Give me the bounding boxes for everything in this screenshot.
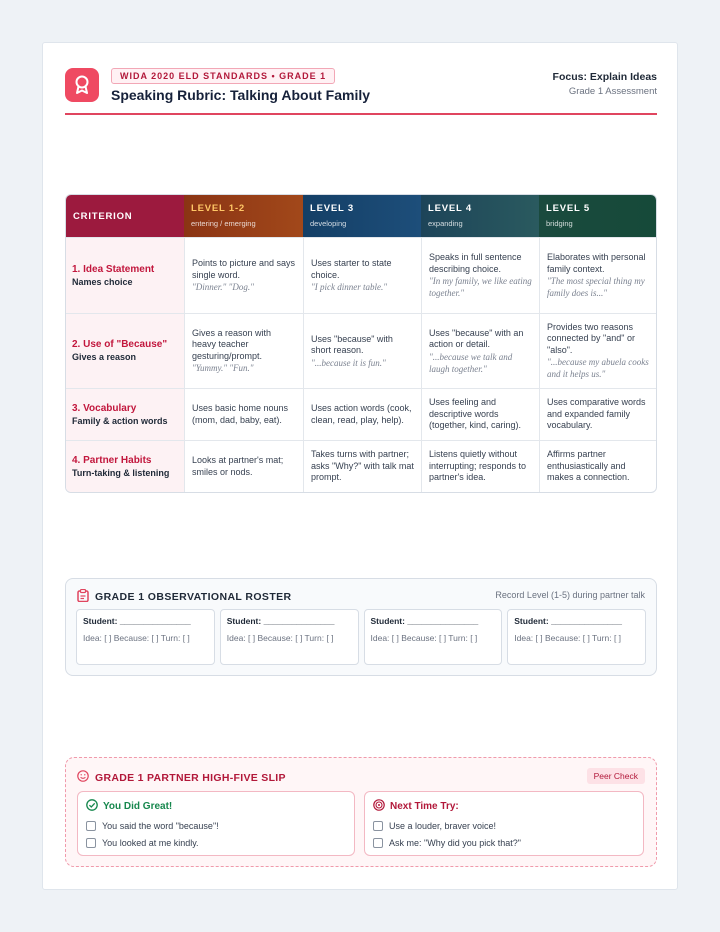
award-ribbon-icon (65, 68, 99, 102)
checklist-label: You looked at me kindly. (102, 838, 199, 848)
level-label: LEVEL 5 (546, 203, 590, 214)
focus-label: Focus: Explain Ideas (552, 71, 657, 83)
did-great-box (77, 791, 355, 856)
cell-example: "Yummy." "Fun." (192, 363, 254, 374)
assessment-label: Grade 1 Assessment (568, 86, 657, 97)
slip-title-text: GRADE 1 PARTNER HIGH-FIVE SLIP (95, 771, 286, 784)
observational-roster (65, 578, 657, 676)
cell-text: Uses "because" with an action or detail. (429, 327, 524, 349)
rubric-cell (184, 440, 303, 492)
rubric-cell (303, 440, 421, 492)
next-time-heading (373, 799, 635, 814)
cell-text: Uses comparative words and expanded family vocabulary. (547, 397, 646, 431)
cell-text: Uses action words (cook, clean, read, play, help). (311, 403, 412, 425)
rubric-cell (303, 388, 421, 440)
checklist-label: Use a louder, braver voice! (389, 821, 497, 831)
roster-cards (76, 609, 646, 665)
cell-example: "...because my abuela cooks and it helps us." (547, 357, 649, 380)
student-score-fields: Idea: [ ] Because: [ ] Turn: [ ] (83, 633, 190, 643)
rubric-cell (184, 313, 303, 388)
check-circle-icon (86, 799, 98, 814)
cell-example: "The most special thing my family does is..." (547, 276, 645, 298)
cell-text: Speaks in full sentence describing choice. (429, 252, 522, 274)
student-name-field: Student: _______________ (226, 616, 335, 626)
smiley-icon (77, 770, 89, 785)
rubric-cell (421, 388, 539, 440)
level-header (184, 195, 303, 237)
roster-title (77, 589, 292, 605)
checklist-item[interactable] (373, 821, 635, 831)
student-score-fields: Idea: [ ] Because: [ ] Turn: [ ] (370, 633, 478, 643)
level-sublabel: expanding (428, 219, 463, 228)
standards-tag: WIDA 2020 ELD STANDARDS • GRADE 1 (111, 68, 335, 84)
clipboard-icon (77, 589, 89, 605)
criterion-cell (66, 313, 184, 388)
cell-text: Uses starter to state choice. (311, 258, 392, 280)
rubric-cell (303, 313, 421, 388)
cell-text: Provides two reasons connected by "and" or "also". (547, 321, 635, 355)
rubric-cell (539, 313, 657, 388)
rubric-cell (421, 313, 539, 388)
checklist-label: Ask me: "Why did you pick that?" (389, 838, 521, 848)
rubric-cell (421, 237, 539, 313)
student-name-field: Student: _______________ (83, 616, 191, 626)
cell-text: Gives a reason with heavy teacher gesturing/prompt. (192, 327, 272, 361)
cell-text: Listens quietly without interrupting; responds to partner's idea. (429, 449, 527, 483)
cell-text: Affirms partner enthusiastically and makes a connection. (547, 449, 630, 483)
criterion-desc: Family & action words (72, 415, 168, 426)
criterion-name: 4. Partner Habits (72, 454, 152, 466)
rubric-cell (539, 237, 657, 313)
checkbox[interactable] (373, 838, 383, 848)
level-header (303, 195, 421, 237)
criterion-cell (66, 440, 184, 492)
cell-example: "...because it is fun." (311, 357, 386, 368)
student-score-fields: Idea: [ ] Because: [ ] Turn: [ ] (514, 633, 622, 643)
high-five-slip (65, 757, 657, 867)
rubric-page (42, 42, 678, 890)
level-label: LEVEL 3 (310, 203, 354, 214)
checklist-item[interactable] (86, 838, 346, 848)
criterion-cell (66, 388, 184, 440)
page-title: Speaking Rubric: Talking About Family (111, 87, 371, 103)
level-header (539, 195, 657, 237)
roster-note: Record Level (1-5) during partner talk (495, 590, 645, 600)
peer-check-badge: Peer Check (587, 768, 645, 784)
criterion-cell (66, 237, 184, 313)
level-sublabel: bridging (546, 219, 573, 228)
cell-text: Elaborates with personal family context. (547, 252, 646, 274)
cell-text: Uses "because" with short reason. (311, 333, 393, 355)
criterion-name: 2. Use of "Because" (72, 339, 168, 350)
criterion-name: 3. Vocabulary (72, 402, 137, 414)
cell-text: Takes turns with partner; asks "Why?" with talk mat prompt. (311, 449, 414, 483)
cell-example: "In my family, we like eating together." (429, 276, 532, 298)
cell-text: Looks at partner's mat; smiles or nods. (192, 455, 284, 477)
rubric-cell (184, 388, 303, 440)
level-sublabel: entering / emerging (191, 219, 256, 228)
rubric-cell (539, 388, 657, 440)
student-card[interactable] (507, 609, 646, 665)
next-time-heading-text: Next Time Try: (390, 801, 459, 812)
level-sublabel: developing (310, 219, 347, 228)
student-card[interactable] (76, 609, 215, 665)
did-great-heading (86, 799, 346, 814)
checklist-label: You said the word "because"! (102, 821, 219, 831)
next-time-box (364, 791, 644, 856)
level-label: LEVEL 1-2 (191, 203, 246, 214)
rubric-cell (539, 440, 657, 492)
student-name-field: Student: _______________ (370, 616, 479, 626)
criterion-desc: Names choice (72, 276, 133, 287)
roster-title-text: GRADE 1 OBSERVATIONAL ROSTER (95, 591, 292, 603)
criterion-header: CRITERION (66, 195, 184, 237)
student-card[interactable] (364, 609, 503, 665)
level-label: LEVEL 4 (428, 203, 472, 214)
student-name-field: Student: _______________ (514, 616, 622, 626)
rubric-cell (184, 237, 303, 313)
student-score-fields: Idea: [ ] Because: [ ] Turn: [ ] (226, 633, 334, 643)
criterion-name: 1. Idea Statement (72, 263, 155, 275)
cell-text: Points to picture and says single word. (192, 258, 296, 280)
did-great-heading-text: You Did Great! (103, 801, 173, 812)
cell-text: Uses feeling and descriptive words (together, kind, caring). (429, 397, 522, 431)
checklist-item[interactable] (86, 821, 346, 831)
rubric-table (65, 194, 657, 493)
criterion-desc: Gives a reason (72, 352, 137, 362)
page-header (65, 67, 657, 115)
cell-example: "I pick dinner table." (311, 282, 388, 292)
cell-text: Uses basic home nouns (mom, dad, baby, eat). (192, 403, 289, 425)
cell-example: "...because we talk and laugh together." (429, 351, 513, 374)
level-header (421, 195, 539, 237)
target-icon (373, 799, 385, 814)
checkbox[interactable] (86, 821, 96, 831)
checklist-item[interactable] (373, 838, 635, 848)
cell-example: "Dinner." "Dog." (192, 282, 254, 292)
slip-title (77, 770, 286, 785)
checkbox[interactable] (373, 821, 383, 831)
student-card[interactable] (220, 609, 359, 665)
checkbox[interactable] (86, 838, 96, 848)
rubric-cell (303, 237, 421, 313)
criterion-desc: Turn-taking & listening (72, 467, 170, 478)
rubric-cell (421, 440, 539, 492)
